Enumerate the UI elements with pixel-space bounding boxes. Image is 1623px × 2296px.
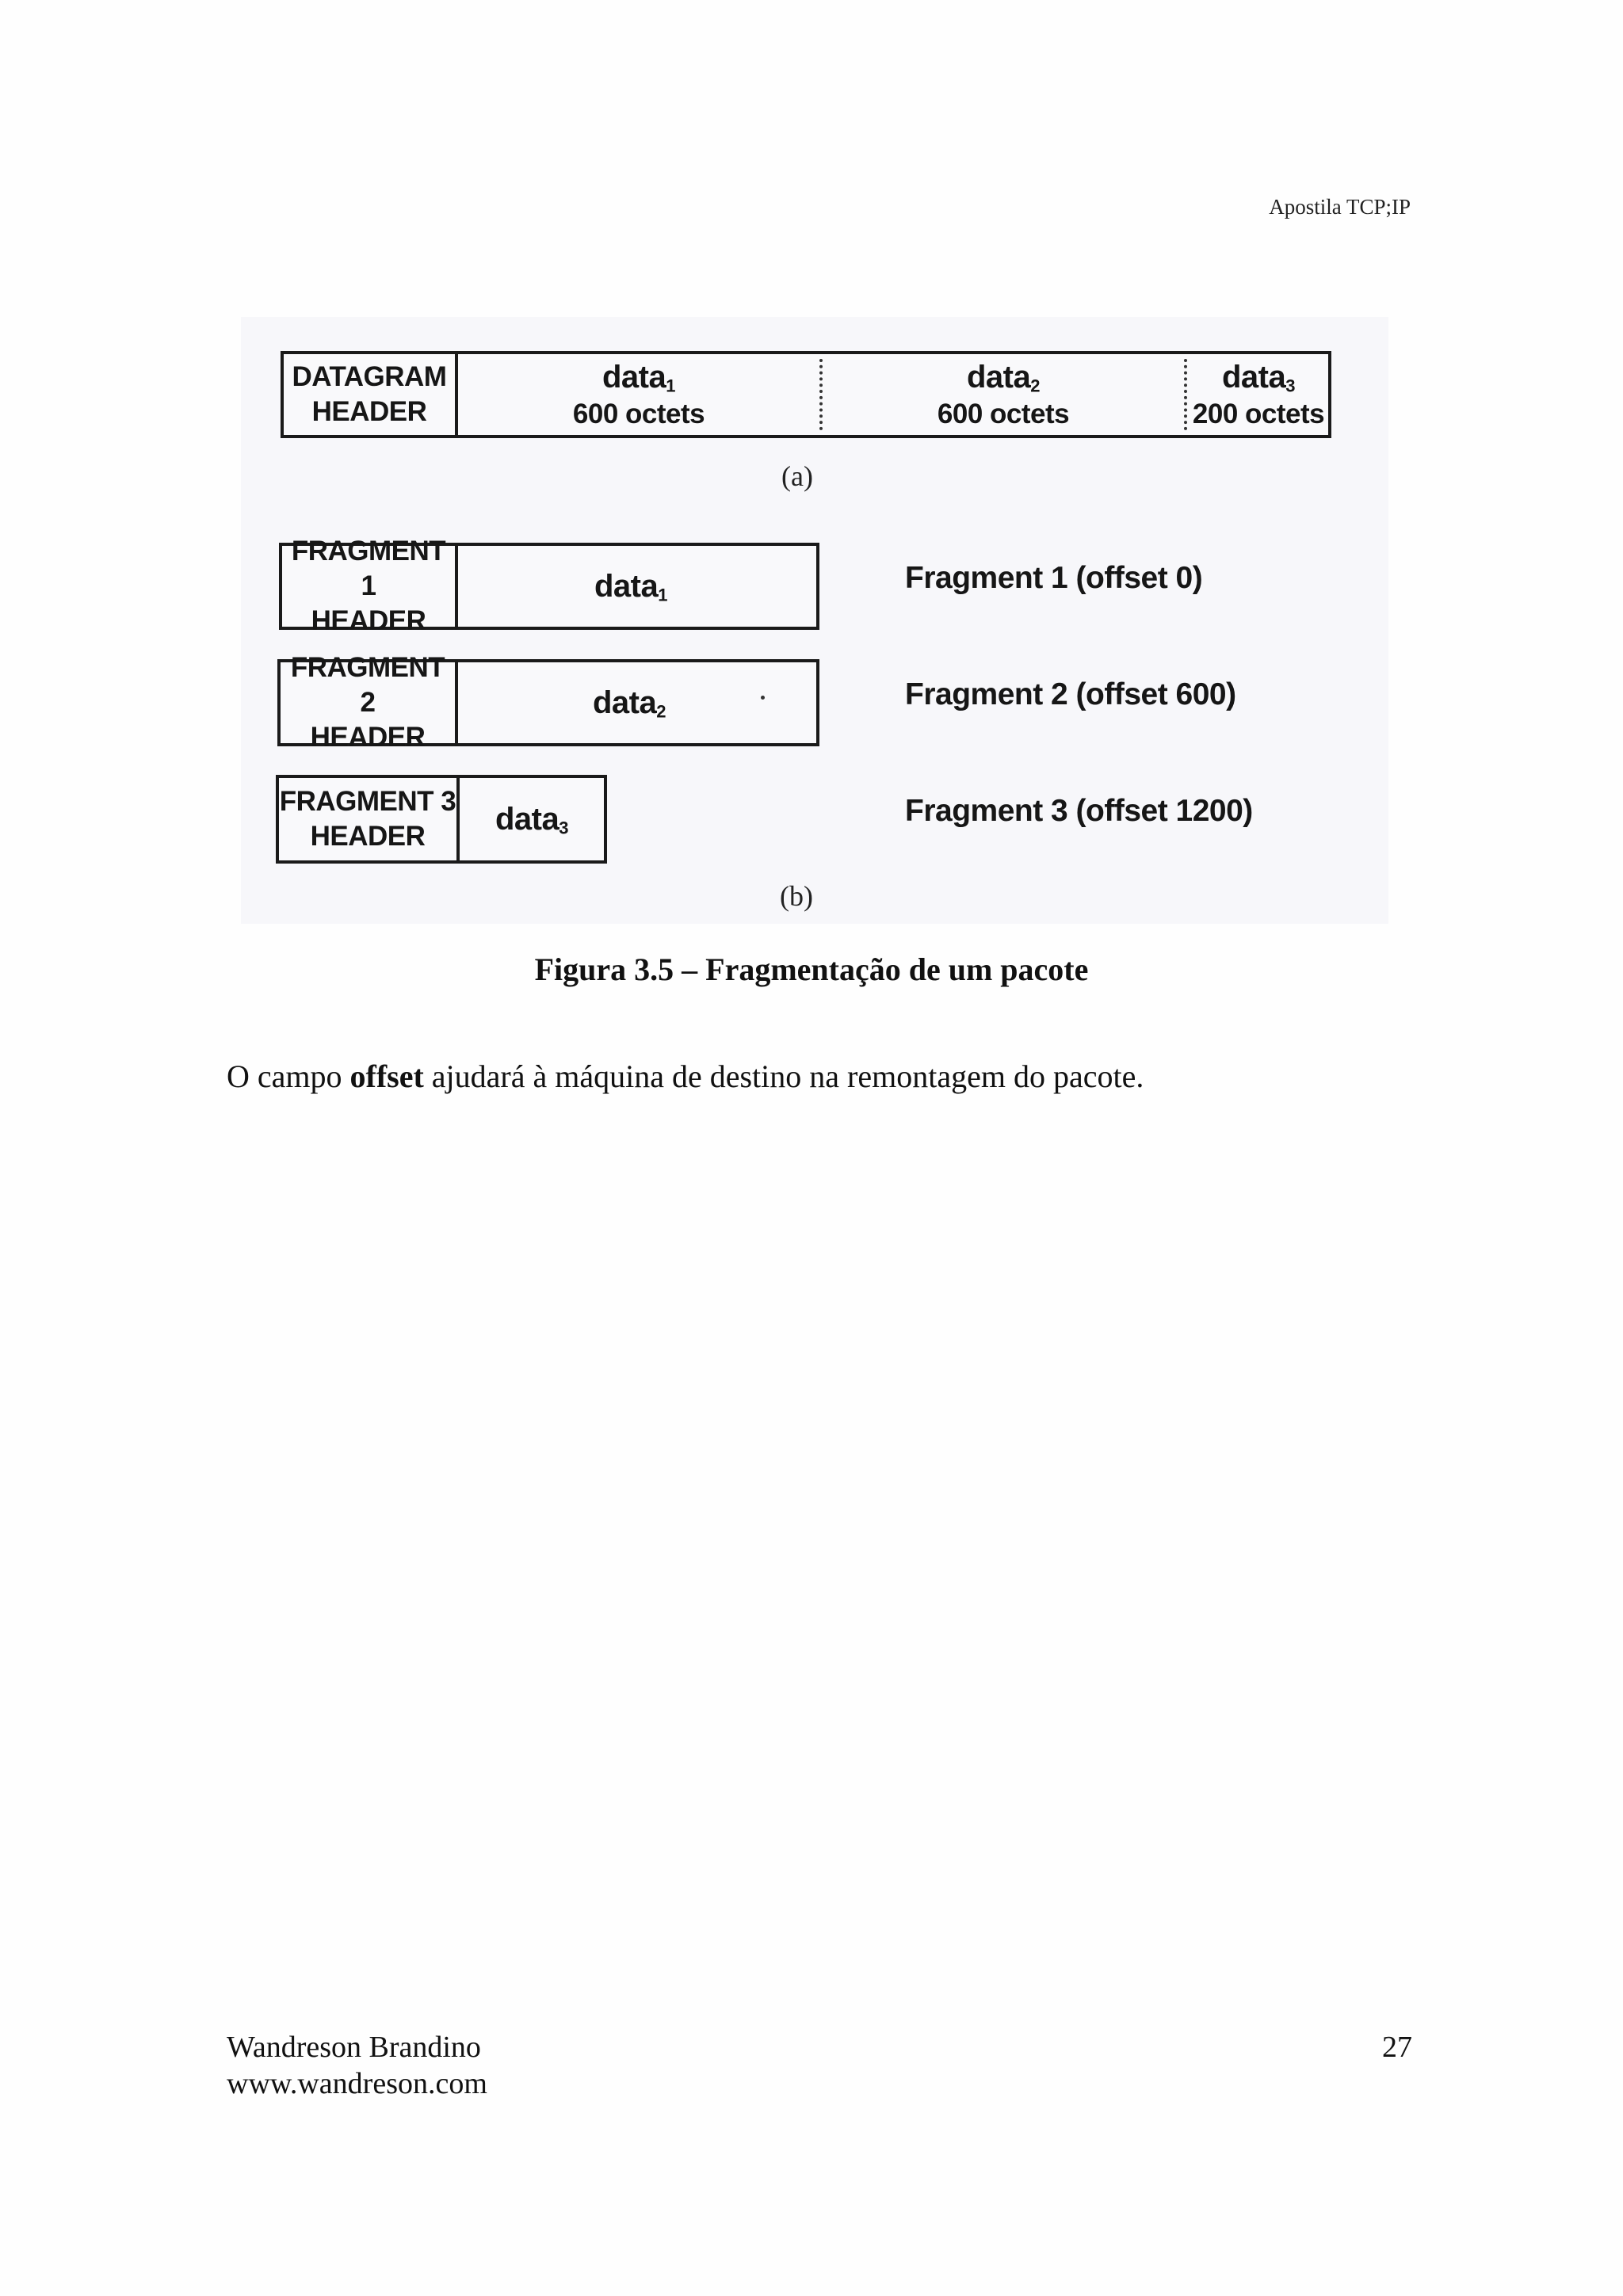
fragment-2-header-cell — [281, 652, 458, 753]
segment-2-name: data — [967, 360, 1031, 395]
fragment-1-label: Fragment 1 (offset 0) — [905, 561, 1203, 595]
body-text-bold: offset — [349, 1058, 424, 1094]
segment-1-name: data — [602, 360, 666, 395]
fragment-1-box — [279, 536, 819, 636]
segment-2-size: 600 octets — [937, 399, 1070, 430]
fragment-3-label: Fragment 3 (offset 1200) — [905, 794, 1253, 828]
body-paragraph — [227, 1058, 1144, 1095]
fragment-2-data-cell — [458, 662, 816, 743]
page-number: 27 — [1382, 2031, 1412, 2064]
fragment-3-data: data — [495, 802, 559, 837]
fragment-3-data-sub: 3 — [559, 818, 568, 838]
datagram-segment-1 — [458, 354, 819, 435]
fragment-2-data: data — [593, 685, 657, 720]
fragment-1-data-cell — [458, 546, 816, 627]
segment-3-sub: 3 — [1285, 376, 1295, 396]
fragment-2-header-line2: HEADER — [310, 721, 426, 753]
fragment-1-header-cell — [282, 536, 458, 636]
fragment-1-header-line1: FRAGMENT 1 — [291, 536, 446, 602]
panel-b-label: (b) — [780, 880, 813, 912]
datagram-segment-2 — [823, 354, 1184, 435]
footer-left — [227, 2030, 487, 2102]
datagram-header-line2: HEADER — [311, 396, 427, 427]
fragment-2-box — [277, 652, 819, 753]
datagram-box — [281, 351, 1331, 438]
fragment-1-data-sub: 1 — [658, 585, 667, 605]
footer-website: www.wandreson.com — [227, 2066, 487, 2100]
datagram-header-line1: DATAGRAM — [292, 361, 447, 393]
datagram-segment-3 — [1187, 354, 1330, 435]
body-text-after: ajudará à máquina de destino na remontagem do pacote. — [423, 1058, 1144, 1094]
datagram-header-cell — [284, 354, 458, 435]
body-text-before: O campo — [227, 1058, 350, 1094]
fragment-2-header-line1: FRAGMENT 2 — [290, 652, 445, 719]
scan-speck — [761, 696, 765, 700]
figure-caption: Figura 3.5 – Fragmentação de um pacote — [534, 952, 1089, 987]
segment-2-sub: 2 — [1030, 376, 1040, 396]
fragment-2-data-sub: 2 — [656, 701, 666, 722]
fragment-2-label: Fragment 2 (offset 600) — [905, 677, 1236, 711]
segment-1-size: 600 octets — [572, 399, 705, 430]
fragment-1-data: data — [594, 569, 659, 604]
footer-author: Wandreson Brandino — [227, 2031, 481, 2064]
segment-3-size: 200 octets — [1192, 399, 1325, 430]
fragment-3-header-cell — [279, 778, 460, 860]
running-head: Apostila TCP;IP — [1269, 195, 1411, 219]
fragment-3-data-cell — [460, 778, 604, 860]
fragment-3-header-line2: HEADER — [310, 821, 426, 852]
fragment-3-header-line1: FRAGMENT 3 — [279, 786, 456, 818]
fragmentation-figure — [241, 317, 1388, 924]
segment-3-name: data — [1222, 360, 1286, 395]
segment-1-sub: 1 — [666, 376, 675, 396]
fragment-1-header-line2: HEADER — [311, 605, 426, 636]
panel-a-label: (a) — [781, 460, 813, 492]
fragment-3-box — [276, 775, 607, 864]
